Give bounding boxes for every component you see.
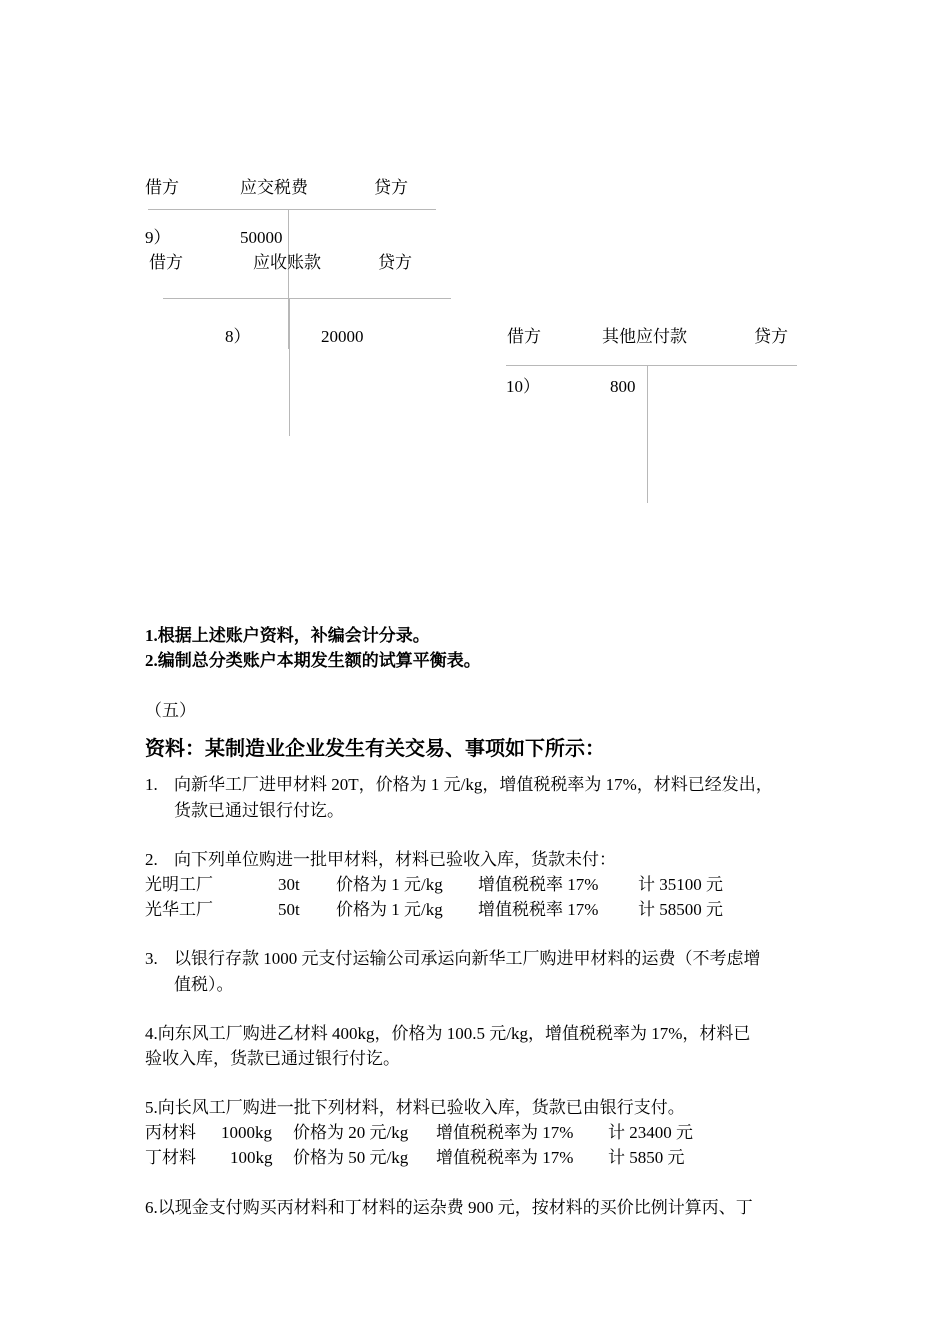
- quantity: 30t: [278, 875, 300, 894]
- material-name: 丙材料: [145, 1123, 196, 1142]
- price: 价格为 1 元/kg: [336, 875, 443, 894]
- supplier-name: 光华工厂: [145, 900, 213, 919]
- quantity: 1000kg: [221, 1123, 272, 1142]
- item-1-line-2: 货款已通过银行付讫。: [174, 801, 344, 820]
- tax-rate: 增值税税率 17%: [478, 900, 599, 919]
- total: 计 23400 元: [608, 1123, 693, 1142]
- item-4-line-1: 4.向东风工厂购进乙材料 400kg，价格为 100.5 元/kg，增值税税率为 17%，材料已: [145, 1024, 751, 1043]
- item-6-line-1: 6.以现金支付购买丙材料和丁材料的运杂费 900 元，按材料的买价比例计算丙、丁: [145, 1198, 753, 1217]
- debit-label: 借方: [507, 327, 541, 346]
- total: 计 5850 元: [608, 1148, 685, 1167]
- t-account-divider: [289, 298, 290, 436]
- item-3-number: 3.: [145, 949, 158, 968]
- price: 价格为 20 元/kg: [293, 1123, 409, 1142]
- total: 计 35100 元: [638, 875, 723, 894]
- tax-rate: 增值税税率为 17%: [436, 1123, 574, 1142]
- quantity: 50t: [278, 900, 300, 919]
- item-1-number: 1.: [145, 775, 158, 794]
- material-name: 丁材料: [145, 1148, 196, 1167]
- section-number: （五）: [145, 701, 196, 720]
- item-3-line-1: 以银行存款 1000 元支付运输公司承运向新华工厂购进甲材料的运费（不考虑增: [174, 949, 761, 968]
- t-account-top-line: [506, 365, 797, 366]
- account-name: 应收账款: [253, 253, 321, 272]
- section-title: 资料：某制造业企业发生有关交易、事项如下所示：: [145, 738, 605, 760]
- credit-label: 贷方: [378, 253, 412, 272]
- item-2-number: 2.: [145, 850, 158, 869]
- debit-label: 借方: [149, 253, 183, 272]
- price: 价格为 1 元/kg: [336, 900, 443, 919]
- t-account-top-line: [148, 209, 436, 210]
- tax-rate: 增值税税率 17%: [478, 875, 599, 894]
- account-name: 应交税费: [240, 178, 308, 197]
- t-account-divider: [647, 365, 648, 503]
- entry-amount: 20000: [321, 327, 364, 346]
- task-2: 2.编制总分类账户本期发生额的试算平衡表。: [145, 651, 481, 670]
- item-1-line-1: 向新华工厂进甲材料 20T，价格为 1 元/kg，增值税税率为 17%，材料已经发出，: [174, 775, 773, 794]
- supplier-name: 光明工厂: [145, 875, 213, 894]
- account-name: 其他应付款: [602, 327, 687, 346]
- credit-label: 贷方: [754, 327, 788, 346]
- item-3-line-2: 值税）。: [174, 975, 234, 994]
- entry-amount: 800: [610, 377, 636, 396]
- total: 计 58500 元: [638, 900, 723, 919]
- entry-number: 8）: [225, 327, 251, 346]
- item-5-line-1: 5.向长风工厂购进一批下列材料，材料已验收入库，货款已由银行支付。: [145, 1098, 685, 1117]
- item-4-line-2: 验收入库，货款已通过银行付讫。: [145, 1049, 400, 1068]
- entry-amount: 50000: [240, 228, 283, 247]
- quantity: 100kg: [230, 1148, 273, 1167]
- debit-label: 借方: [145, 178, 179, 197]
- price: 价格为 50 元/kg: [293, 1148, 409, 1167]
- entry-number: 9）: [145, 228, 171, 247]
- entry-number: 10）: [506, 377, 540, 396]
- t-account-top-line: [163, 298, 451, 299]
- item-2-text: 向下列单位购进一批甲材料，材料已验收入库，货款未付：: [174, 850, 616, 869]
- task-1: 1.根据上述账户资料，补编会计分录。: [145, 626, 430, 645]
- tax-rate: 增值税税率为 17%: [436, 1148, 574, 1167]
- credit-label: 贷方: [374, 178, 408, 197]
